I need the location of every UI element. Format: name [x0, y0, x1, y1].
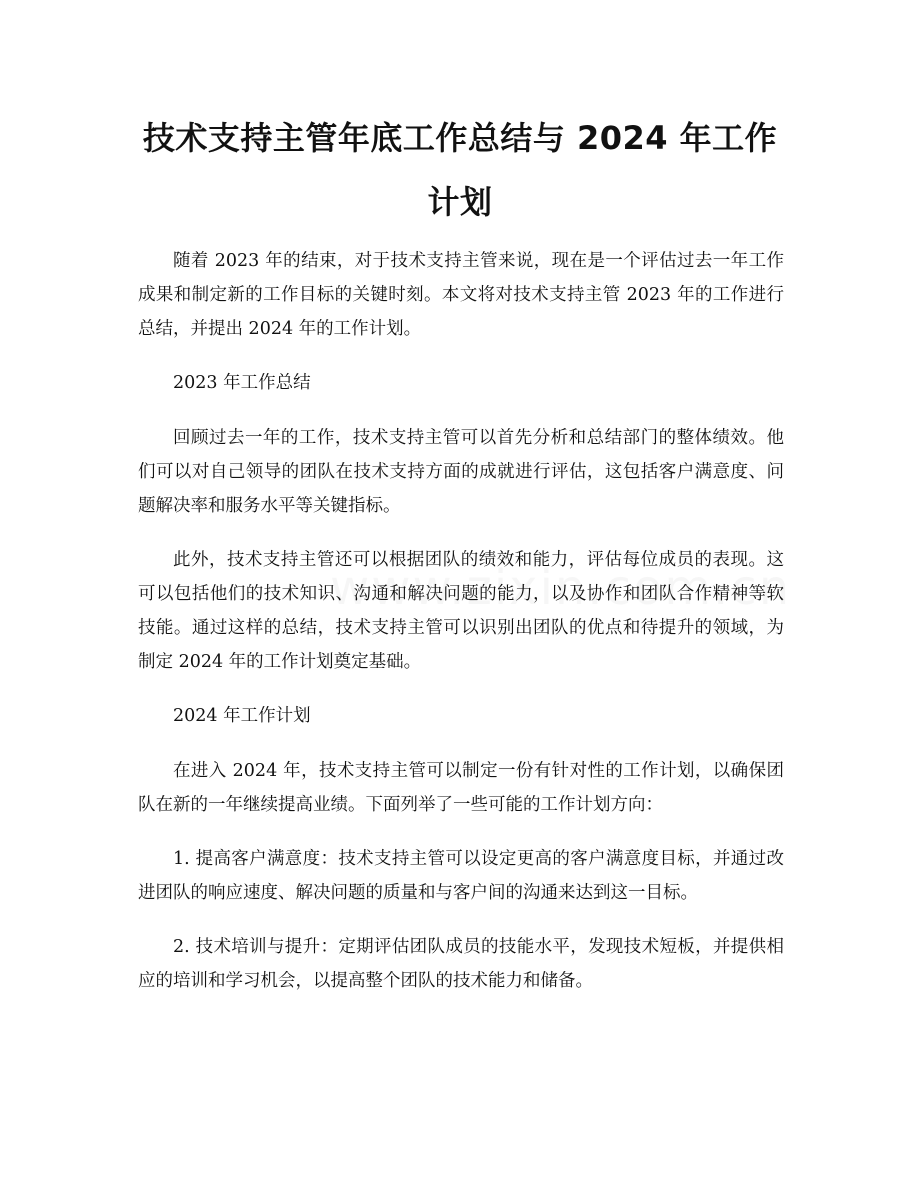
section-heading-2024-plan: 2024 年工作计划 — [173, 706, 311, 726]
document-body — [138, 244, 784, 1018]
intro-paragraph: 随着 2023 年的结束，对于技术支持主管来说，现在是一个评估过去一年工作成果和制定新的工作目标的关键时刻。本文将对技术支持主管 2023 年的工作进行总结，并提出 2024 年的工作计划。 — [138, 251, 784, 339]
plan-intro-paragraph: 在进入 2024 年，技术支持主管可以制定一份有针对性的工作计划，以确保团队在新的一年继续提高业绩。下面列举了一些可能的工作计划方向： — [138, 761, 784, 815]
summary-paragraph-1: 回顾过去一年的工作，技术支持主管可以首先分析和总结部门的整体绩效。他们可以对自己领导的团队在技术支持方面的成就进行评估，这包括客户满意度、问题解决率和服务水平等关键指标。 — [138, 428, 784, 516]
summary-paragraph-2: 此外，技术支持主管还可以根据团队的绩效和能力，评估每位成员的表现。这可以包括他们的技术知识、沟通和解决问题的能力，以及协作和团队合作精神等软技能。通过这样的总结，技术支持主管可以识别出团队的优点和待提升的领域，为制定 2024 年的工作计划奠定基础。 — [138, 550, 784, 672]
plan-item-2: 2. 技术培训与提升：定期评估团队成员的技能水平，发现技术短板，并提供相应的培训和学习机会，以提高整个团队的技术能力和储备。 — [138, 937, 784, 991]
document-title: 技术支持主管年底工作总结与 2024 年工作计划 — [142, 119, 778, 221]
section-heading-2023-summary: 2023 年工作总结 — [173, 373, 311, 393]
plan-item-1: 1. 提高客户满意度：技术支持主管可以设定更高的客户满意度目标，并通过改进团队的响应速度、解决问题的质量和与客户间的沟通来达到这一目标。 — [138, 849, 784, 903]
